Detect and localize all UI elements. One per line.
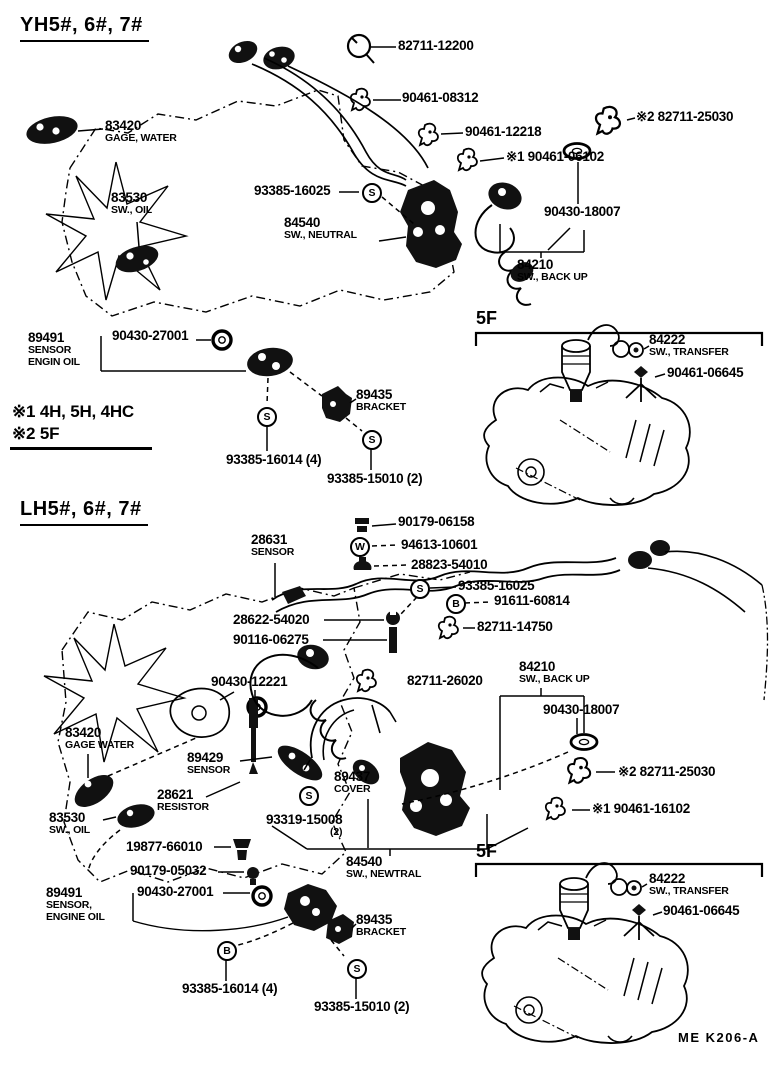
part-caption-text: BRACKET: [356, 926, 406, 938]
part-caption-text: SENSOR,: [46, 899, 92, 911]
part-label-89435-top: [356, 388, 406, 414]
part-label-93385-16014-top: [226, 453, 321, 467]
circled-s-icon: [362, 183, 382, 203]
circled-letter: S: [353, 963, 361, 975]
part-number-text: 89491: [28, 330, 65, 345]
part-label-82711-25030-top: [636, 110, 733, 124]
part-number-text: ※1 90461-06102: [506, 149, 604, 164]
part-caption-text: SW., BACK UP: [519, 673, 590, 685]
transfer-tag-text: 5F: [476, 841, 498, 861]
part-label-90461-16102: [592, 802, 690, 816]
part-label-90430-12221: [211, 675, 287, 689]
footnote-1: [12, 402, 134, 422]
part-number-text: 90179-06158: [398, 514, 475, 529]
neutral-switch-84540: [400, 180, 462, 268]
part-label-89491-top: [28, 331, 80, 368]
part-number-text: 89491: [46, 885, 83, 900]
part-label-93319-15008: [266, 813, 342, 839]
part-label-28631: [251, 533, 294, 559]
part-number-text: 28622-54020: [233, 612, 310, 627]
clamp-82711-26020-icon: [357, 670, 376, 691]
section-header-text: LH5#, 6#, 7#: [20, 498, 142, 520]
part-label-91611-60814: [494, 594, 570, 608]
part-label-84222-bottom: [649, 872, 729, 898]
part-caption-text: SENSOR: [28, 344, 72, 356]
circled-s-icon: [410, 579, 430, 599]
part-label-90461-06645-top: [667, 366, 743, 380]
part-label-84540-top: [284, 216, 357, 242]
transfer-tag-5f-top: [476, 308, 497, 329]
part-label-90430-18007-bottom: [543, 703, 619, 717]
part-label-90179-06158: [398, 515, 474, 529]
clamp-82711-14750-icon: [439, 617, 458, 638]
transfer-tag-text: 5F: [476, 308, 498, 328]
part-number-text: 89435: [356, 387, 393, 402]
part-label-83420-bottom: [65, 726, 134, 752]
part-label-83530-bottom: [49, 811, 90, 837]
part-label-90461-12218: [465, 125, 541, 139]
circled-letter: S: [368, 187, 376, 199]
part-number-text: 93385-16014 (4): [226, 452, 322, 467]
part-caption-text: ENGIN OIL: [28, 355, 80, 368]
part-label-89491-bottom: [46, 886, 105, 923]
top-harness: [225, 37, 428, 186]
water-temp-gage-83420: [24, 112, 80, 148]
transfer-tag-5f-bottom: [476, 841, 497, 862]
gasket-90430-18007-bottom-icon: [571, 735, 597, 750]
part-caption-text: SW., OIL: [49, 824, 90, 836]
part-number-text: 93319-15008: [266, 812, 343, 827]
part-label-90430-27001-top: [112, 329, 188, 343]
part-caption-text: SW., BACK UP: [517, 271, 588, 283]
grommet-28823-54010-icon: [354, 557, 372, 570]
part-number-text: 82711-12200: [398, 38, 474, 53]
bottom-section-art: [44, 518, 768, 1043]
part-label-19877-66010: [126, 840, 202, 854]
part-caption-text: SW., OIL: [111, 204, 152, 216]
circled-letter: W: [355, 541, 365, 553]
clamp-90461-06102-icon: [458, 149, 477, 170]
circled-w-icon: [350, 537, 370, 557]
part-label-90430-18007-top: [544, 205, 620, 219]
bottom-bracket-curve: [133, 917, 288, 931]
clamp-90461-12218-icon: [419, 124, 438, 145]
part-number-text: 91611-60814: [494, 593, 570, 608]
part-label-84210-bottom: [519, 660, 590, 686]
part-number-text: 93385-16025: [458, 578, 535, 593]
part-number-text: 93385-15010 (2): [327, 471, 423, 486]
part-label-28823-54010: [411, 558, 487, 572]
water-temp-sensor-89429: [272, 739, 327, 787]
part-label-93385-16025-bottom: [458, 579, 534, 593]
top-section-art: [24, 35, 762, 505]
circled-letter: B: [452, 598, 460, 610]
part-caption-text: SW., TRANSFER: [649, 346, 729, 358]
part-number-text: 90430-18007: [543, 702, 620, 717]
part-number-text: 84210: [517, 257, 554, 272]
circled-b-icon: [217, 941, 237, 961]
bracket-82711-25030-bottom-icon: [568, 758, 590, 783]
part-caption-text: SENSOR: [251, 546, 295, 558]
part-number-text: 89435: [356, 912, 393, 927]
glow-plug-resistor-28621: [249, 698, 258, 774]
circled-letter: S: [368, 434, 376, 446]
part-label-84222-top: [649, 333, 729, 359]
part-label-90461-06645-bottom: [663, 904, 739, 918]
part-label-90116-06275: [233, 633, 309, 647]
part-number-text: 93385-16025: [254, 183, 331, 198]
part-label-90430-27001-bottom: [137, 885, 213, 899]
cover-89437-part: [304, 698, 396, 770]
circled-s-icon: [362, 430, 382, 450]
part-number-text: 90430-18007: [544, 204, 621, 219]
diagram-code-text: ME K206-A: [678, 1030, 760, 1045]
part-number-text: 82711-26020: [407, 673, 483, 688]
part-number-text: 90461-06645: [667, 365, 744, 380]
bracket-89435-part: [322, 386, 352, 422]
circled-s-icon: [347, 959, 367, 979]
part-caption-text: RESISTOR: [157, 801, 209, 813]
circled-b-icon: [446, 594, 466, 614]
part-number-text: ※2 82711-25030: [636, 109, 734, 124]
clip-28622-54020-icon: [386, 611, 400, 625]
part-number-text: 19877-66010: [126, 839, 203, 854]
part-label-84210-top: [517, 258, 588, 284]
part-number-text: 90461-08312: [402, 90, 479, 105]
part-number-text: 82711-14750: [477, 619, 553, 634]
clamp-90461-16102-icon: [546, 798, 565, 819]
part-label-89429: [187, 751, 230, 777]
section-header-text: YH5#, 6#, 7#: [20, 14, 143, 36]
part-number-text: 28621: [157, 787, 194, 802]
part-caption-text: BRACKET: [356, 401, 406, 413]
part-number-text: 83420: [105, 118, 142, 133]
part-caption-text: GAGE WATER: [65, 739, 134, 751]
plug-19877-66010-icon: [233, 839, 251, 860]
part-label-83530-top: [111, 191, 152, 217]
oil-switch-83530-bottom: [115, 800, 157, 831]
bolt-90179-05032-icon: [247, 867, 259, 885]
part-label-82711-26020: [407, 674, 483, 688]
part-caption-text: GAGE, WATER: [105, 132, 177, 144]
circled-letter: B: [223, 945, 231, 957]
gasket-90430-27001-bottom-icon: [253, 887, 271, 905]
section-header-yh: [20, 14, 149, 42]
part-label-94613-10601: [401, 538, 477, 552]
part-label-90461-06102: [506, 150, 604, 164]
part-number-text: 28823-54010: [411, 557, 488, 572]
part-label-93385-15010-bottom: [314, 1000, 409, 1014]
section-header-lh: [20, 498, 148, 526]
circled-letter: S: [263, 411, 271, 423]
part-number-text: 89429: [187, 750, 224, 765]
part-number-text: 84222: [649, 871, 686, 886]
part-label-83420-top: [105, 119, 177, 145]
part-number-text: 93385-16014 (4): [182, 981, 278, 996]
part-number-text: 90461-12218: [465, 124, 542, 139]
part-number-text: 83530: [49, 810, 86, 825]
bolt-90179-06158-icon: [355, 518, 369, 532]
part-label-93385-15010-top: [327, 472, 422, 486]
part-number-text: 90430-27001: [112, 328, 189, 343]
part-caption-text: SW., NEWTRAL: [346, 868, 422, 880]
part-number-text: 90179-05032: [130, 863, 207, 878]
part-number-text: ※2 82711-25030: [618, 764, 716, 779]
part-number-text: 84210: [519, 659, 556, 674]
part-label-93385-16014-bottom: [182, 982, 277, 996]
part-label-89437: [334, 770, 370, 796]
part-label-28622-54020: [233, 613, 309, 627]
part-number-text: 83530: [111, 190, 148, 205]
footnote-text: ※1 4H, 5H, 4HC: [12, 402, 134, 421]
part-number-text: 84222: [649, 332, 686, 347]
part-caption-text: SENSOR: [187, 764, 231, 776]
footnote-underline: [10, 447, 152, 450]
part-number-text: 90116-06275: [233, 632, 309, 647]
part-label-84540-bottom: [346, 855, 421, 881]
part-number-text: 84540: [346, 854, 383, 869]
footnote-text: ※2 5F: [12, 424, 60, 443]
part-label-93385-16025-top: [254, 184, 330, 198]
circled-letter: S: [305, 790, 313, 802]
part-label-82711-14750: [477, 620, 553, 634]
neutral-switch-84540-bottom: [400, 742, 470, 836]
part-number-text: 90430-27001: [137, 884, 214, 899]
thermostat-housing: [170, 688, 234, 737]
part-caption-text: (2): [330, 826, 343, 838]
circled-s-icon: [299, 786, 319, 806]
bracket-82711-25030-icon: [596, 107, 620, 134]
hose-clamp-82711-12200: [348, 35, 374, 63]
gasket-90430-27001-icon: [213, 331, 231, 349]
part-caption-text: COVER: [334, 783, 371, 795]
circled-s-icon: [257, 407, 277, 427]
part-number-text: 83420: [65, 725, 102, 740]
part-number-text: 90461-06645: [663, 903, 740, 918]
part-label-90461-08312: [402, 91, 478, 105]
part-number-text: 28631: [251, 532, 288, 547]
bolt-90116-06275-icon: [389, 627, 397, 653]
part-caption-text: SW., NEUTRAL: [284, 229, 357, 241]
footnote-2: [12, 424, 59, 444]
part-label-82711-25030-bottom: [618, 765, 715, 779]
part-number-text: ※1 90461-16102: [592, 801, 690, 816]
part-label-82711-12200: [398, 39, 474, 53]
part-number-text: 84540: [284, 215, 321, 230]
part-number-text: 90430-12221: [211, 674, 288, 689]
circled-letter: S: [416, 583, 424, 595]
part-number-text: 93385-15010 (2): [314, 999, 410, 1014]
backup-switch-84210: [476, 178, 537, 305]
part-label-28621: [157, 788, 209, 814]
part-caption-text: SW., TRANSFER: [649, 885, 729, 897]
part-label-90179-05032: [130, 864, 206, 878]
part-number-text: 94613-10601: [401, 537, 478, 552]
part-caption-text: ENGINE OIL: [46, 910, 105, 923]
oil-sensor-89491: [245, 345, 294, 379]
part-number-text: 89437: [334, 769, 371, 784]
part-label-89435-bottom: [356, 913, 406, 939]
diagram-code: [678, 1030, 759, 1045]
